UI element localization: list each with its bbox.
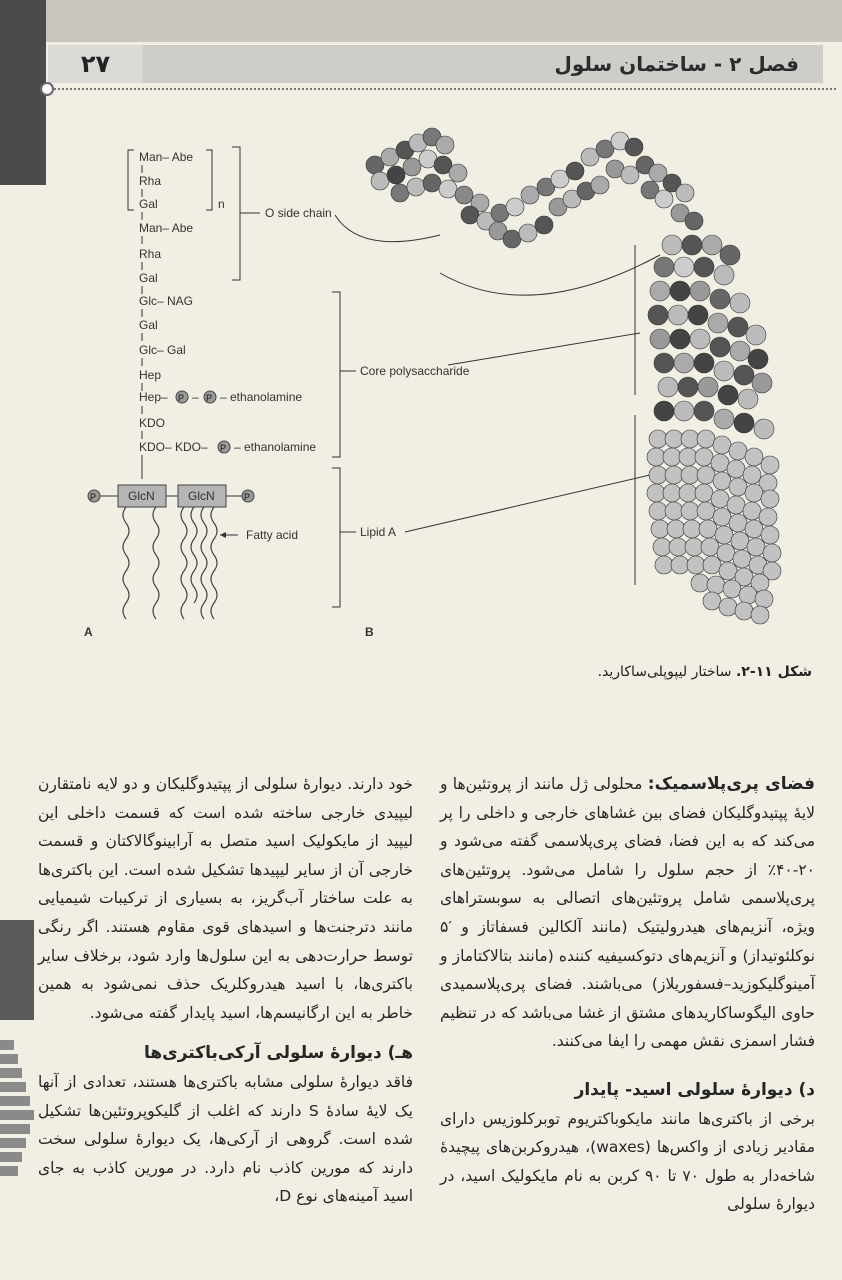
chain-item: Rha bbox=[139, 174, 162, 188]
periplasmic-paragraph bbox=[440, 770, 815, 1056]
figure-number: شکل ۱۱-۲. bbox=[735, 664, 812, 680]
periplasmic-text: محلولی ژل مانند از پروتئین‌ها و لایهٔ پپتیدوگلیکان فضای بین غشاهای خارجی و داخلی را پر می‌کند که به این فضا، فضای پری‌پلاسمی گفته می‌شود و ۲۰-۴۰٪ از حجم سلول را شامل می‌شود. پروتئین‌های پری‌پلاسمی شامل پروتئین‌های اتصالی به سوبستراهای ویژه، آنزیم‌های هیدرولیتیک (مانند آلکالین فسفاتاز و ′۵ نوکلئوتیداز) و آنزیم‌های دتوکسیفیه کننده (مانند بتالاکتاماز و آمینوگلیکوزید–فسفوریلاز) می‌باشند. فضای پری‌پلاسمیدی حاوی الیگوساکاریدهای مشتق از غشا می‌باشد که در تنظیم فشار اسمزی نقش مهمی را ایفا می‌کنند. bbox=[440, 775, 815, 1051]
chapter-title: فصل ۲ - ساختمان سلول bbox=[143, 45, 823, 83]
fatty-acid-label: Fatty acid bbox=[246, 528, 299, 542]
acid-fast-paragraph: خود دارند. دیوارهٔ سلولی از پپتیدوگلیکان و دو لایه نامتقارن لیپیدی خارجی ساخته شده است که قسمت داخلی این لیپید از مایکولیک اسید متصل به آرابینوگالاکتان و قسمت خارجی آن از سایر لیپیدها تشکیل شده است. این باکتری‌ها به علت ساختار آب‌گریز، به بسیاری از ترکیبات شیمیایی مانند دترجنت‌ها و اسیدهای قوی مقاوم هستند. اگر رنگی توسط حرارت‌دهی به این سلول‌ها وارد شود، برخلاف سایر باکتری‌ها، با اسید هیدروکلریک حذف نمی‌شود به همین خاطر به این ارگانیسم‌ها، اسید پایدار گفته می‌شود. bbox=[38, 775, 413, 1022]
svg-text:P: P bbox=[206, 393, 213, 403]
repeat-n-label: n bbox=[218, 197, 225, 211]
dotted-rule bbox=[46, 88, 836, 90]
chain-item: Gal bbox=[139, 318, 158, 332]
svg-text:P: P bbox=[178, 393, 185, 403]
o-side-chain-label: O side chain bbox=[265, 206, 332, 220]
svg-text:GlcN: GlcN bbox=[188, 489, 215, 503]
ethanolamine-label: – ethanolamine bbox=[234, 440, 317, 454]
svg-text:P: P bbox=[220, 443, 227, 453]
section-d-text: برخی از باکتری‌ها مانند مایکوباکتریوم توبرکلوزیس دارای مقادیر زیادی از واکس‌ها (waxes)، هیدروکربن‌های پیچیدهٔ شاخه‌دار به طول ۷۰ تا ۹۰ کربن به نام مایکولیک اسید، در دیوارهٔ سلولی bbox=[440, 1109, 816, 1214]
chain-item: Glc– Gal bbox=[139, 343, 186, 357]
section-h-text: فاقد دیوارهٔ سلولی مشابه باکتری‌ها هستند، تعدادی از آنها یک لایهٔ سادهٔ S دارند که اغلب از گلیکوپروتئین‌ها تشکیل شده است. گروهی از آرکی‌ها، یک دیوارهٔ سلولی سخت دارند که مورین کاذب نام دارد. در مورین کاذب به جای اسید آمینه‌های نوع D، bbox=[38, 1072, 413, 1206]
figure-caption-text: ساختار لیپوپلی‌ساکارید. bbox=[597, 664, 736, 680]
panel-a-label: A bbox=[84, 625, 93, 639]
svg-text:GlcN: GlcN bbox=[128, 489, 155, 503]
svg-text:P: P bbox=[244, 492, 251, 502]
chain-item: Rha bbox=[139, 247, 162, 261]
page-edge-block bbox=[0, 0, 46, 185]
svg-text:–: – bbox=[192, 390, 199, 404]
chain-item: Gal bbox=[139, 271, 158, 285]
chain-item: Man– Abe bbox=[139, 221, 194, 235]
chain-item: KDO– KDO– bbox=[139, 440, 208, 454]
section-d-heading: د) دیوارهٔ سلولی اسید- پایدار bbox=[574, 1079, 815, 1100]
figure-caption bbox=[598, 664, 812, 680]
chain-item: Glc– NAG bbox=[139, 294, 194, 308]
panel-b-label: B bbox=[365, 625, 374, 639]
periplasmic-heading: فضای پری‌پلاسمیک: bbox=[647, 774, 815, 794]
rule-bullet bbox=[40, 82, 54, 96]
ethanolamine-label: – ethanolamine bbox=[220, 390, 303, 404]
space-filling-lipid-tails bbox=[647, 430, 781, 624]
left-column bbox=[38, 770, 413, 1211]
chain-item: Hep bbox=[139, 368, 162, 382]
core-polysaccharide-label: Core polysaccharide bbox=[360, 364, 470, 378]
right-column bbox=[440, 770, 815, 1219]
chain-item: KDO bbox=[139, 416, 166, 430]
chapter-tabs bbox=[0, 920, 34, 1240]
space-filling-model bbox=[366, 128, 774, 439]
lps-figure bbox=[60, 95, 800, 655]
chain-item: Hep– bbox=[139, 390, 168, 404]
svg-text:P: P bbox=[90, 492, 97, 502]
chain-item: Man– Abe bbox=[139, 150, 194, 164]
chain-item: Gal bbox=[139, 197, 158, 211]
sugar-chain bbox=[139, 150, 208, 479]
section-h-heading: هـ) دیوارهٔ سلولی آرکی‌باکتری‌ها bbox=[143, 1043, 413, 1064]
lipid-a-label: Lipid A bbox=[360, 525, 397, 539]
header-band bbox=[0, 0, 842, 42]
page-number: ۲۷ bbox=[48, 45, 143, 83]
fatty-acid-chains bbox=[123, 507, 217, 619]
